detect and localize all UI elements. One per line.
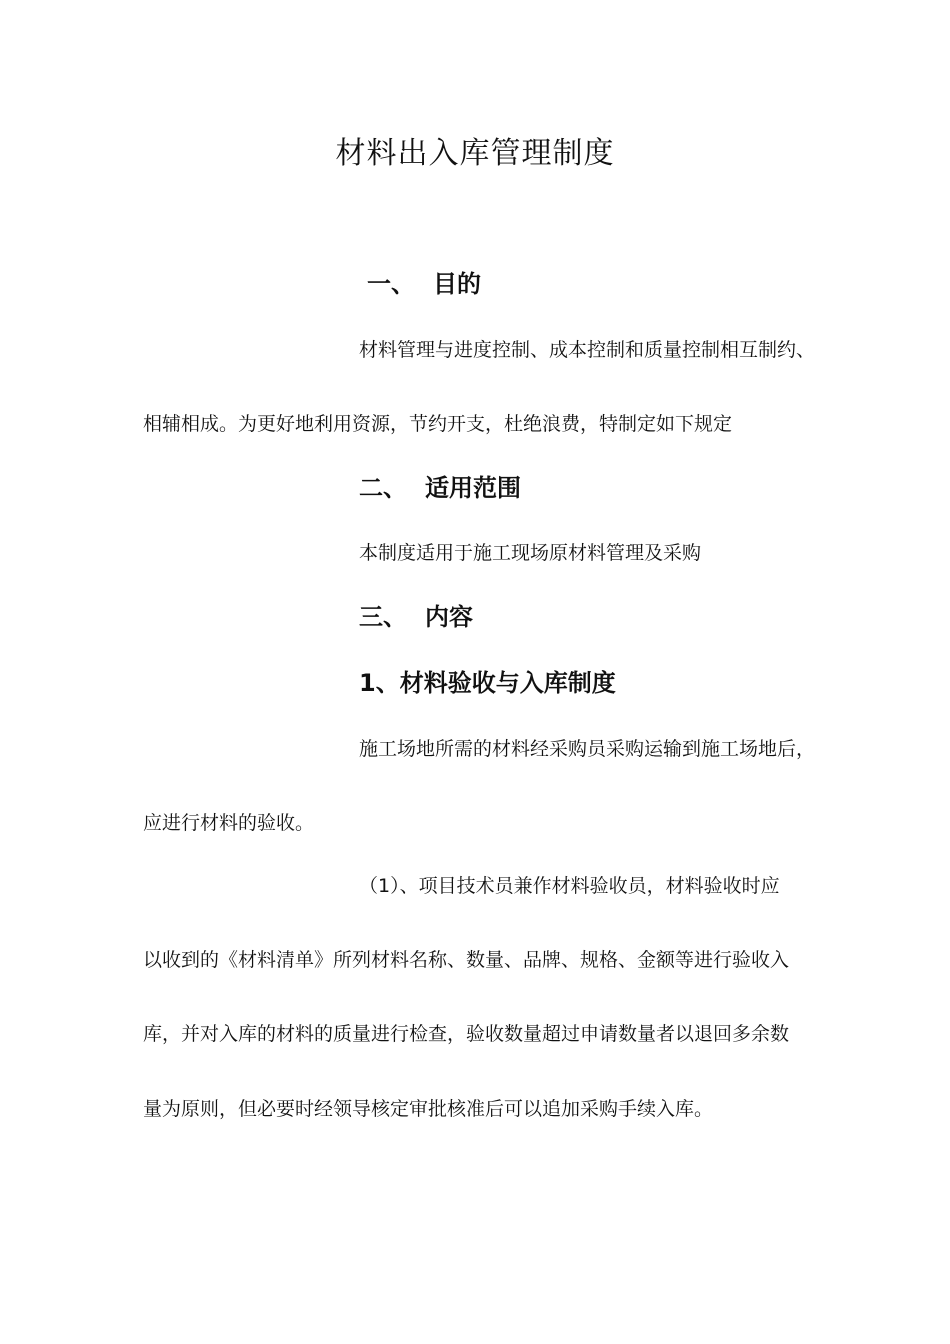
paragraph-line: 本制度适用于施工现场原材料管理及采购 (359, 542, 702, 564)
subsection-heading: 1、材料验收与入库制度 (359, 669, 616, 697)
paragraph-line: 应进行材料的验收。 (143, 812, 315, 834)
paragraph-line: 材料管理与进度控制、成本控制和质量控制相互制约、 (359, 339, 816, 361)
paragraph-line: 以收到的《材料清单》所列材料名称、数量、品牌、规格、金额等进行验收入 (143, 949, 790, 971)
section-heading-content (359, 597, 473, 632)
section-title: 内容 (425, 603, 473, 631)
paragraph-line: 量为原则，但必要时经领导核定审批核准后可以追加采购手续入库。 (143, 1098, 714, 1120)
section-title: 目的 (433, 270, 481, 298)
paragraph-line: 相辅相成。为更好地利用资源，节约开支，杜绝浪费，特制定如下规定 (143, 413, 733, 435)
section-heading-purpose (367, 264, 481, 299)
section-heading-scope (359, 468, 521, 503)
document-title: 材料出入库管理制度 (335, 136, 615, 171)
section-title: 适用范围 (425, 474, 521, 502)
section-number: 二、 (359, 474, 407, 502)
paragraph-line: 库，并对入库的材料的质量进行检查，验收数量超过申请数量者以退回多余数 (143, 1023, 790, 1045)
section-number: 三、 (359, 603, 407, 631)
section-number: 一、 (367, 270, 415, 298)
paragraph-line: （1）、项目技术员兼作材料验收员，材料验收时应 (359, 875, 780, 897)
paragraph-line: 施工场地所需的材料经采购员采购运输到施工场地后， (359, 738, 816, 760)
